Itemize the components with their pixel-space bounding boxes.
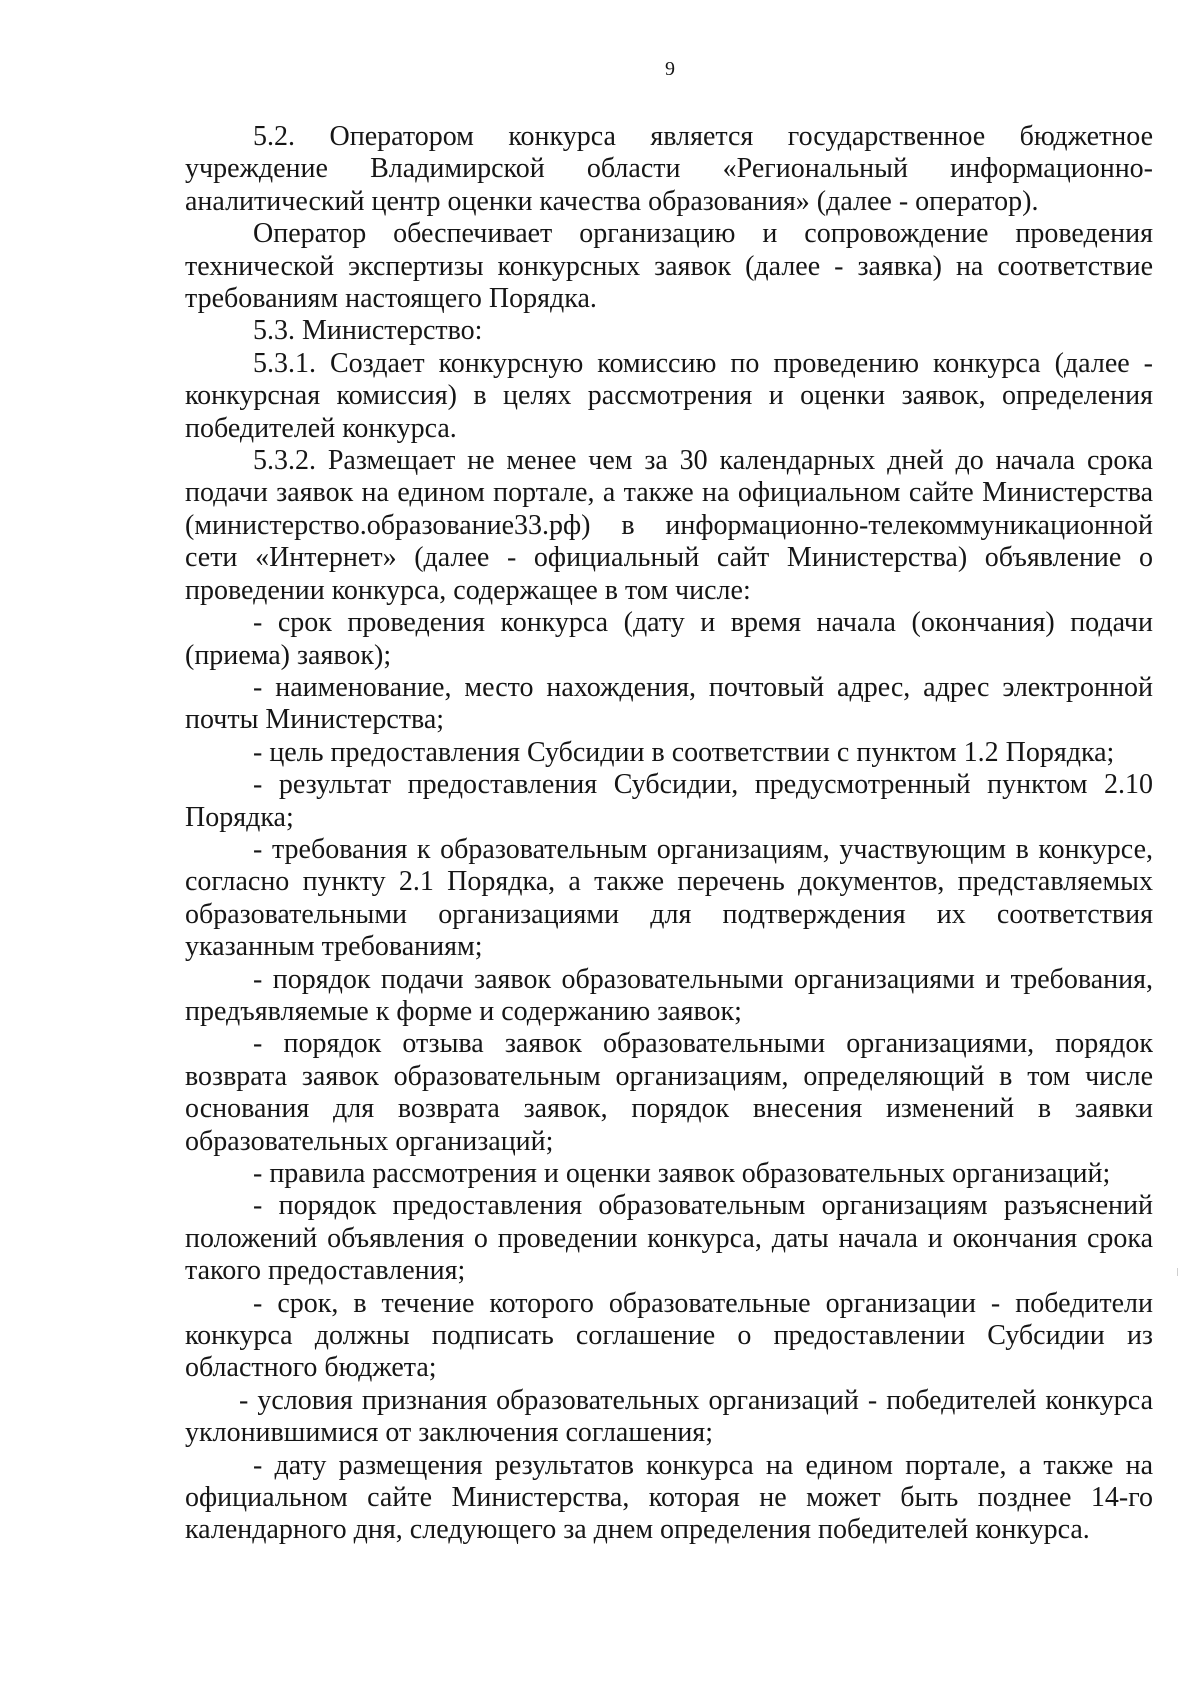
scan-mark xyxy=(1177,1268,1178,1276)
paragraph-5-3-2: 5.3.2. Размещает не менее чем за 30 календарных дней до начала срока подачи заявок на едином портале, а также на официальном сайте Министерства (министерство.образование33.рф) в информационно-телекоммуникационной сети «Интернет» (далее - официальный сайт Министерства) объявление о проведении конкурса, содержащее в том числе: xyxy=(185,445,1153,606)
list-item-subsidy-purpose: - цель предоставления Субсидии в соответствии с пунктом 1.2 Порядка; xyxy=(253,736,1115,768)
list-item-subsidy-result: - результат предоставления Субсидии, предусмотренный пунктом 2.10 Порядка; xyxy=(185,769,1153,833)
paragraph-5-3: 5.3. Министерство: xyxy=(253,315,483,347)
page-number: 9 xyxy=(665,58,675,80)
list-item-review-rules: - правила рассмотрения и оценки заявок образовательных организаций; xyxy=(253,1158,1111,1189)
document-body xyxy=(185,121,1153,1547)
paragraph-5-2: 5.2. Оператором конкурса является государственное бюджетное учреждение Владимирской области «Региональный информационно-аналитический центр оценки качества образования» (далее - оператор). xyxy=(185,121,1153,217)
list-item-submission-procedure: - порядок подачи заявок образовательными организациями и требования, предъявляемые к форме и содержанию заявок; xyxy=(185,963,1153,1027)
list-item-ministry-contacts: - наименование, место нахождения, почтовый адрес, адрес электронной почты Министерства; xyxy=(185,671,1153,736)
list-item-evasion-conditions: - условия признания образовательных организаций - победителей конкурса уклонившимися от заключения соглашения; xyxy=(185,1384,1153,1449)
list-item-agreement-deadline: - срок, в течение которого образовательные организации - победители конкурса должны подписать соглашение о предоставлении Субсидии из областного бюджета; xyxy=(185,1287,1153,1384)
list-item-organization-requirements: - требования к образовательным организациям, участвующим в конкурсе, согласно пункту 2.1 Порядка, а также перечень документов, представляемых образовательными организациями для подтверждения их соответствия указанным требованиям; xyxy=(185,833,1153,963)
paragraph-operator-duties: Оператор обеспечивает организацию и сопровождение проведения технической экспертизы конкурсных заявок (далее - заявка) на соответствие требованиям настоящего Порядка. xyxy=(185,218,1153,315)
list-item-withdrawal-procedure: - порядок отзыва заявок образовательными организациями, порядок возврата заявок образовательным организациям, определяющий в том числе основания для возврата заявок, порядок внесения изменений в заявки образовательных организаций; xyxy=(185,1028,1153,1157)
paragraph-5-3-1: 5.3.1. Создает конкурсную комиссию по проведению конкурса (далее - конкурсная комиссия) в целях рассмотрения и оценки заявок, определения победителей конкурса. xyxy=(185,347,1153,444)
list-item-clarification-procedure: - порядок предоставления образовательным организациям разъяснений положений объявления о проведении конкурса, даты начала и окончания срока такого предоставления; xyxy=(185,1190,1153,1287)
list-item-results-date: - дату размещения результатов конкурса на едином портале, а также на официальном сайте Министерства, которая не может быть позднее 14-го календарного дня, следующего за днем определения победителей конкурса. xyxy=(185,1449,1153,1546)
list-item-application-period: - срок проведения конкурса (дату и время начала (окончания) подачи (приема) заявок); xyxy=(185,607,1153,671)
